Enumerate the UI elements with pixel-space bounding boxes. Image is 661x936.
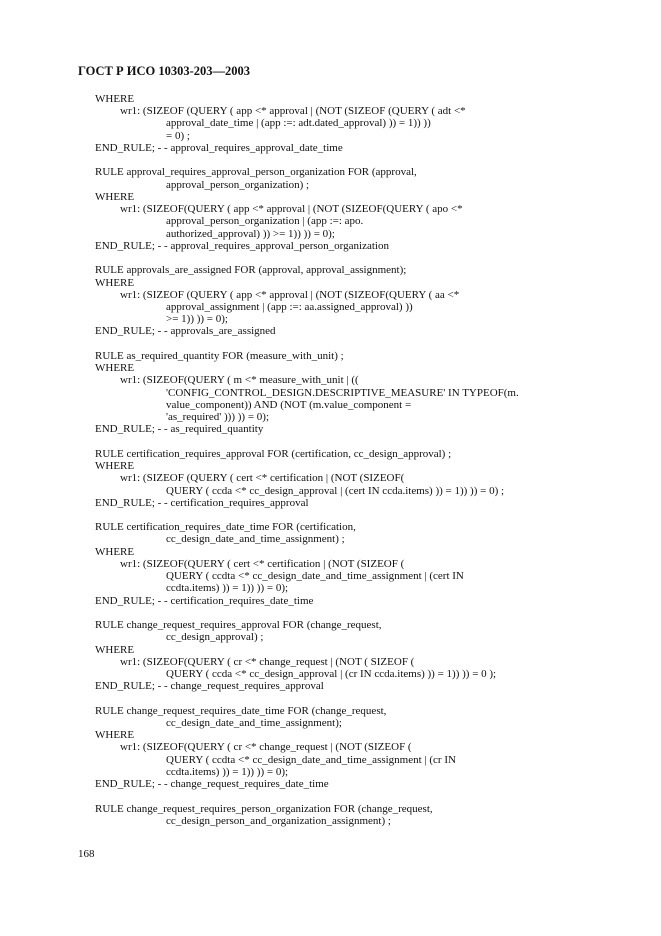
blank-line — [0, 692, 661, 704]
code-line: QUERY ( ccdta <* cc_design_date_and_time_assignment | (cr IN — [166, 753, 456, 766]
code-line: value_component)) AND (NOT (m.value_component = — [166, 398, 412, 411]
code-line: approval_person_organization) ; — [166, 178, 310, 191]
code-line: END_RULE; - - approval_requires_approval_person_organization — [95, 239, 389, 252]
code-line: RULE change_request_requires_approval FOR (change_request, — [95, 619, 382, 632]
code-line: QUERY ( ccda <* cc_design_approval | (cr IN ccda.items) )) = 1)) )) = 0 ); — [166, 668, 497, 681]
code-line: WHERE — [95, 362, 135, 375]
code-line: cc_design_approval) ; — [166, 631, 264, 644]
code-line: wr1: (SIZEOF(QUERY ( m <* measure_with_unit | (( — [120, 374, 359, 387]
code-line: wr1: (SIZEOF(QUERY ( cert <* certification | (NOT (SIZEOF ( — [120, 557, 405, 570]
blank-line — [0, 338, 661, 350]
code-line: = 0) ; — [166, 129, 190, 142]
code-line: ccdta.items) )) = 1)) )) = 0); — [166, 582, 289, 595]
code-line: wr1: (SIZEOF(QUERY ( cr <* change_request | (NOT ( SIZEOF ( — [120, 655, 415, 668]
code-line: authorized_approval) )) >= 1)) )) = 0); — [166, 227, 335, 240]
code-line: cc_design_person_and_organization_assignment) ; — [166, 814, 391, 827]
code-line: END_RULE; - - change_request_requires_date_time — [95, 778, 329, 791]
code-line: WHERE — [95, 729, 135, 742]
express-code-block — [0, 93, 661, 827]
code-line: RULE certification_requires_approval FOR (certification, cc_design_approval) ; — [95, 447, 452, 460]
code-line: approval_person_organization | (app :=: apo. — [166, 215, 364, 228]
code-line: END_RULE; - - certification_requires_approval — [95, 496, 309, 509]
code-line: END_RULE; - - approvals_are_assigned — [95, 325, 276, 338]
code-line: ccdta.items) )) = 1)) )) = 0); — [166, 765, 289, 778]
code-line: END_RULE; - - certification_requires_date_time — [95, 594, 314, 607]
code-line: WHERE — [95, 190, 135, 203]
code-line: cc_design_date_and_time_assignment); — [166, 716, 342, 729]
code-line: approval_date_time | (app :=: adt.dated_approval) )) = 1)) )) — [166, 117, 431, 130]
blank-line — [0, 607, 661, 619]
code-line: WHERE — [95, 276, 135, 289]
code-line: WHERE — [95, 643, 135, 656]
code-line: WHERE — [95, 545, 135, 558]
code-line: 'as_required' ))) )) = 0); — [166, 411, 270, 424]
code-line: RULE change_request_requires_person_organization FOR (change_request, — [95, 802, 433, 815]
code-line: wr1: (SIZEOF(QUERY ( cr <* change_request | (NOT (SIZEOF ( — [120, 741, 412, 754]
blank-line — [0, 509, 661, 521]
code-line: RULE change_request_requires_date_time FOR (change_request, — [95, 704, 387, 717]
code-line: RULE certification_requires_date_time FOR (certification, — [95, 521, 356, 534]
code-line: WHERE — [95, 93, 135, 105]
code-line: wr1: (SIZEOF (QUERY ( app <* approval | (NOT (SIZEOF(QUERY ( aa <* — [120, 288, 460, 301]
code-line: END_RULE; - - approval_requires_approval_date_time — [95, 141, 343, 154]
code-line: RULE as_required_quantity FOR (measure_with_unit) ; — [95, 349, 344, 362]
document-header: ГОСТ Р ИСО 10303-203—2003 — [78, 64, 251, 78]
code-line: wr1: (SIZEOF (QUERY ( app <* approval | (NOT (SIZEOF (QUERY ( adt <* — [120, 105, 466, 118]
code-line: END_RULE; - - as_required_quantity — [95, 423, 264, 436]
code-line: QUERY ( ccdta <* cc_design_date_and_time_assignment | (cert IN — [166, 570, 464, 583]
page-number: 168 — [78, 848, 95, 860]
code-line: approval_assignment | (app :=: aa.assigned_approval) )) — [166, 300, 413, 313]
code-line: QUERY ( ccda <* cc_design_approval | (cert IN ccda.items) )) = 1)) )) = 0) ; — [166, 484, 505, 497]
code-line: WHERE — [95, 460, 135, 473]
code-line: RULE approval_requires_approval_person_organization FOR (approval, — [95, 166, 417, 179]
code-line: wr1: (SIZEOF (QUERY ( cert <* certification | (NOT (SIZEOF( — [120, 472, 405, 485]
code-line: 'CONFIG_CONTROL_DESIGN.DESCRIPTIVE_MEASURE' IN TYPEOF(m. — [166, 386, 519, 399]
blank-line — [0, 436, 661, 448]
code-line: END_RULE; - - change_request_requires_approval — [95, 680, 324, 693]
code-line: cc_design_date_and_time_assignment) ; — [166, 533, 345, 546]
code-line: >= 1)) )) = 0); — [166, 313, 228, 326]
code-line: wr1: (SIZEOF(QUERY ( app <* approval | (NOT (SIZEOF(QUERY ( apo <* — [120, 203, 463, 216]
code-line: RULE approvals_are_assigned FOR (approval, approval_assignment); — [95, 264, 407, 277]
blank-line — [0, 252, 661, 264]
blank-line — [0, 790, 661, 802]
blank-line — [0, 154, 661, 166]
